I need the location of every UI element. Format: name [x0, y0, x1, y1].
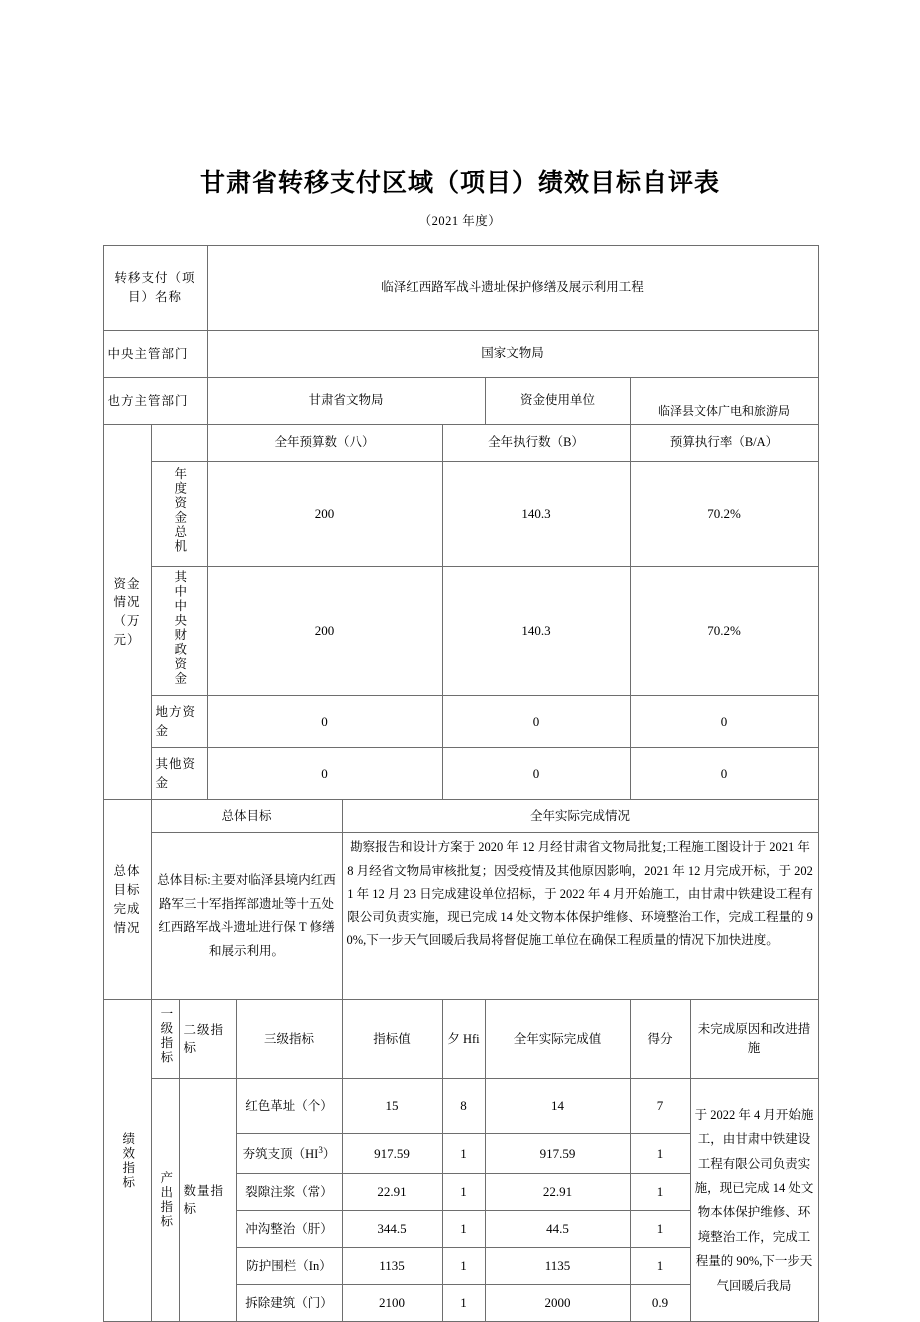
indicator-name-text: 冲沟整治（肝） — [245, 1221, 333, 1236]
indicator-name — [236, 1211, 342, 1248]
label-funds-annual-total — [151, 462, 207, 567]
value-local-executed: 0 — [442, 696, 630, 748]
label-central-department-text: 中央主管部门 — [107, 346, 189, 361]
col-reason: 未完成原因和改进措施 — [690, 1000, 818, 1079]
indicator-name-superscript: 3 — [318, 1144, 323, 1155]
value-local-rate: 0 — [630, 696, 818, 748]
col-level3: 三级指标 — [236, 1000, 342, 1079]
indicator-weight: 1 — [442, 1174, 485, 1211]
value-project-name: 临泽红西路军战斗遗址保护修缮及展示利用工程 — [207, 246, 818, 331]
label-funds-central-fiscal-text: 其中中央财政资金 — [172, 570, 187, 686]
col-target-value: 指标值 — [342, 1000, 442, 1079]
value-level1 — [151, 1079, 179, 1322]
indicator-actual: 44.5 — [485, 1211, 630, 1248]
value-level2-text: 数量指标 — [183, 1183, 225, 1217]
value-level2 — [179, 1079, 236, 1322]
indicator-name — [236, 1248, 342, 1285]
label-overall-section-text: 总体目标完成情况 — [113, 864, 141, 935]
indicator-name-text: 红色革址（个） — [245, 1098, 333, 1113]
value-central-fiscal-budget: 200 — [207, 567, 442, 696]
overall-actual-text: 勘察报告和设计方案于 2020 年 12 月经甘肃省文物局批复;工程施工图设计于 2021 年 8 月经省文物局审核批复；因受疫情及其他原因影响，2021 年 12 月完成开标，于 2021 年 12 月 23 日完成建设单位招标，于 2022 年 4 月开始施工，由甘肃中铁建设工程有限公司负责实施，现已完成 14 处文物本体保护维修、环境整治工作，完成工程量的 90%,下一步天气回暖后我局将督促施工单位在确保工程质量的情况下加快进度。 — [342, 833, 818, 1000]
indicator-name — [236, 1079, 342, 1134]
value-annual-total-executed: 140.3 — [442, 462, 630, 567]
funds-col-rate: 预算执行率（B/A） — [630, 425, 818, 462]
value-central-fiscal-executed: 140.3 — [442, 567, 630, 696]
indicator-weight: 1 — [442, 1134, 485, 1174]
indicator-actual: 14 — [485, 1079, 630, 1134]
indicator-score: 7 — [630, 1079, 690, 1134]
funds-col-budget: 全年预算数（八） — [207, 425, 442, 462]
label-level1-text: 一级指标 — [158, 1007, 173, 1066]
funds-header-spacer — [151, 425, 207, 462]
value-central-fiscal-rate: 70.2% — [630, 567, 818, 696]
row-funds-columns — [103, 425, 818, 462]
col-weight: 夕 Hfi — [442, 1000, 485, 1079]
value-annual-total-budget: 200 — [207, 462, 442, 567]
indicator-target: 15 — [342, 1079, 442, 1134]
value-level1-text: 产出指标 — [158, 1171, 173, 1230]
indicator-name-text: 裂隙注浆（常） — [245, 1184, 333, 1199]
row-central-department — [103, 331, 818, 378]
indicator-target: 344.5 — [342, 1211, 442, 1248]
value-fund-unit: 临泽县文体广电和旅游局 — [630, 378, 818, 425]
label-level2-text: 二级指标 — [183, 1022, 225, 1056]
value-central-department: 国家文物局 — [207, 331, 818, 378]
label-funds-local-text: 地方资金 — [155, 705, 197, 738]
row-indicator-headers — [103, 1000, 818, 1079]
indicator-name — [236, 1134, 342, 1174]
label-level2 — [179, 1000, 236, 1079]
label-central-department — [103, 331, 207, 378]
label-level1 — [151, 1000, 179, 1079]
indicator-name — [236, 1174, 342, 1211]
indicator-score: 0.9 — [630, 1285, 690, 1322]
row-funds-central-fiscal — [103, 567, 818, 696]
value-other-budget: 0 — [207, 748, 442, 800]
label-funds-local — [151, 696, 207, 748]
indicator-weight: 8 — [442, 1079, 485, 1134]
label-local-department-text: 也方主管部门 — [107, 393, 189, 408]
label-funds-other — [151, 748, 207, 800]
label-funds-annual-total-text: 年度资金总机 — [172, 467, 187, 555]
evaluation-form-table-wrapper — [103, 245, 818, 1322]
table-row — [103, 1079, 818, 1134]
indicator-target: 1135 — [342, 1248, 442, 1285]
indicator-name-text: 防护围栏（In） — [246, 1258, 332, 1273]
label-fund-unit: 资金使用单位 — [485, 378, 630, 425]
overall-col-actual: 全年实际完成情况 — [342, 800, 818, 833]
title-block — [0, 0, 920, 229]
indicator-weight: 1 — [442, 1248, 485, 1285]
row-local-department — [103, 378, 818, 425]
indicator-name — [236, 1285, 342, 1322]
label-funds-other-text: 其他资金 — [155, 757, 197, 790]
indicator-score: 1 — [630, 1211, 690, 1248]
row-project-name — [103, 246, 818, 331]
row-overall-headers — [103, 800, 818, 833]
value-local-department: 甘肃省文物局 — [207, 378, 485, 425]
label-project-name-text: 转移支付（项目）名称 — [114, 271, 196, 304]
row-funds-annual-total — [103, 462, 818, 567]
value-other-executed: 0 — [442, 748, 630, 800]
indicator-score: 1 — [630, 1174, 690, 1211]
overall-col-goal: 总体目标 — [151, 800, 342, 833]
indicator-score: 1 — [630, 1134, 690, 1174]
indicator-target: 22.91 — [342, 1174, 442, 1211]
indicator-name-text: 拆除建筑（门） — [245, 1295, 333, 1310]
label-funds-section-text: 资金情况（万元） — [113, 576, 141, 647]
indicator-name-text: 夯筑支顶（HI — [242, 1146, 319, 1161]
overall-goal-text: 总体目标:主要对临泽县境内红西路军三十军指挥部遗址等十五处红西路军战斗遗址进行保 T 修缮和展示利用。 — [151, 833, 342, 1000]
row-funds-other — [103, 748, 818, 800]
funds-col-executed: 全年执行数（B） — [442, 425, 630, 462]
indicator-actual: 22.91 — [485, 1174, 630, 1211]
label-funds-section — [103, 425, 151, 800]
indicator-name-suffix: ） — [322, 1146, 336, 1161]
indicator-target: 2100 — [342, 1285, 442, 1322]
label-overall-section — [103, 800, 151, 1000]
col-score: 得分 — [630, 1000, 690, 1079]
indicator-actual: 917.59 — [485, 1134, 630, 1174]
col-actual-value: 全年实际完成值 — [485, 1000, 630, 1079]
value-local-budget: 0 — [207, 696, 442, 748]
value-annual-total-rate: 70.2% — [630, 462, 818, 567]
indicator-reason-text: 于 2022 年 4 月开始施工，由甘肃中铁建设工程有限公司负责实施，现已完成 14 处文物本体保护维修、环境整治工作，完成工程量的 90%,下一步天气回暖后我局 — [690, 1079, 818, 1322]
indicator-score: 1 — [630, 1248, 690, 1285]
indicator-actual: 1135 — [485, 1248, 630, 1285]
page-subtitle: （2021 年度） — [418, 214, 502, 228]
page-title: 甘肃省转移支付区域（项目）绩效目标自评表 — [199, 169, 720, 197]
label-indicators-section — [103, 1000, 151, 1322]
value-other-rate: 0 — [630, 748, 818, 800]
label-indicators-section-text: 绩效指标 — [120, 1131, 135, 1190]
row-funds-local — [103, 696, 818, 748]
indicator-actual: 2000 — [485, 1285, 630, 1322]
indicator-target: 917.59 — [342, 1134, 442, 1174]
label-local-department — [103, 378, 207, 425]
indicator-weight: 1 — [442, 1285, 485, 1322]
label-project-name — [103, 246, 207, 331]
row-overall-text — [103, 833, 818, 1000]
label-funds-central-fiscal — [151, 567, 207, 696]
indicator-weight: 1 — [442, 1211, 485, 1248]
evaluation-form-table — [103, 245, 819, 1322]
